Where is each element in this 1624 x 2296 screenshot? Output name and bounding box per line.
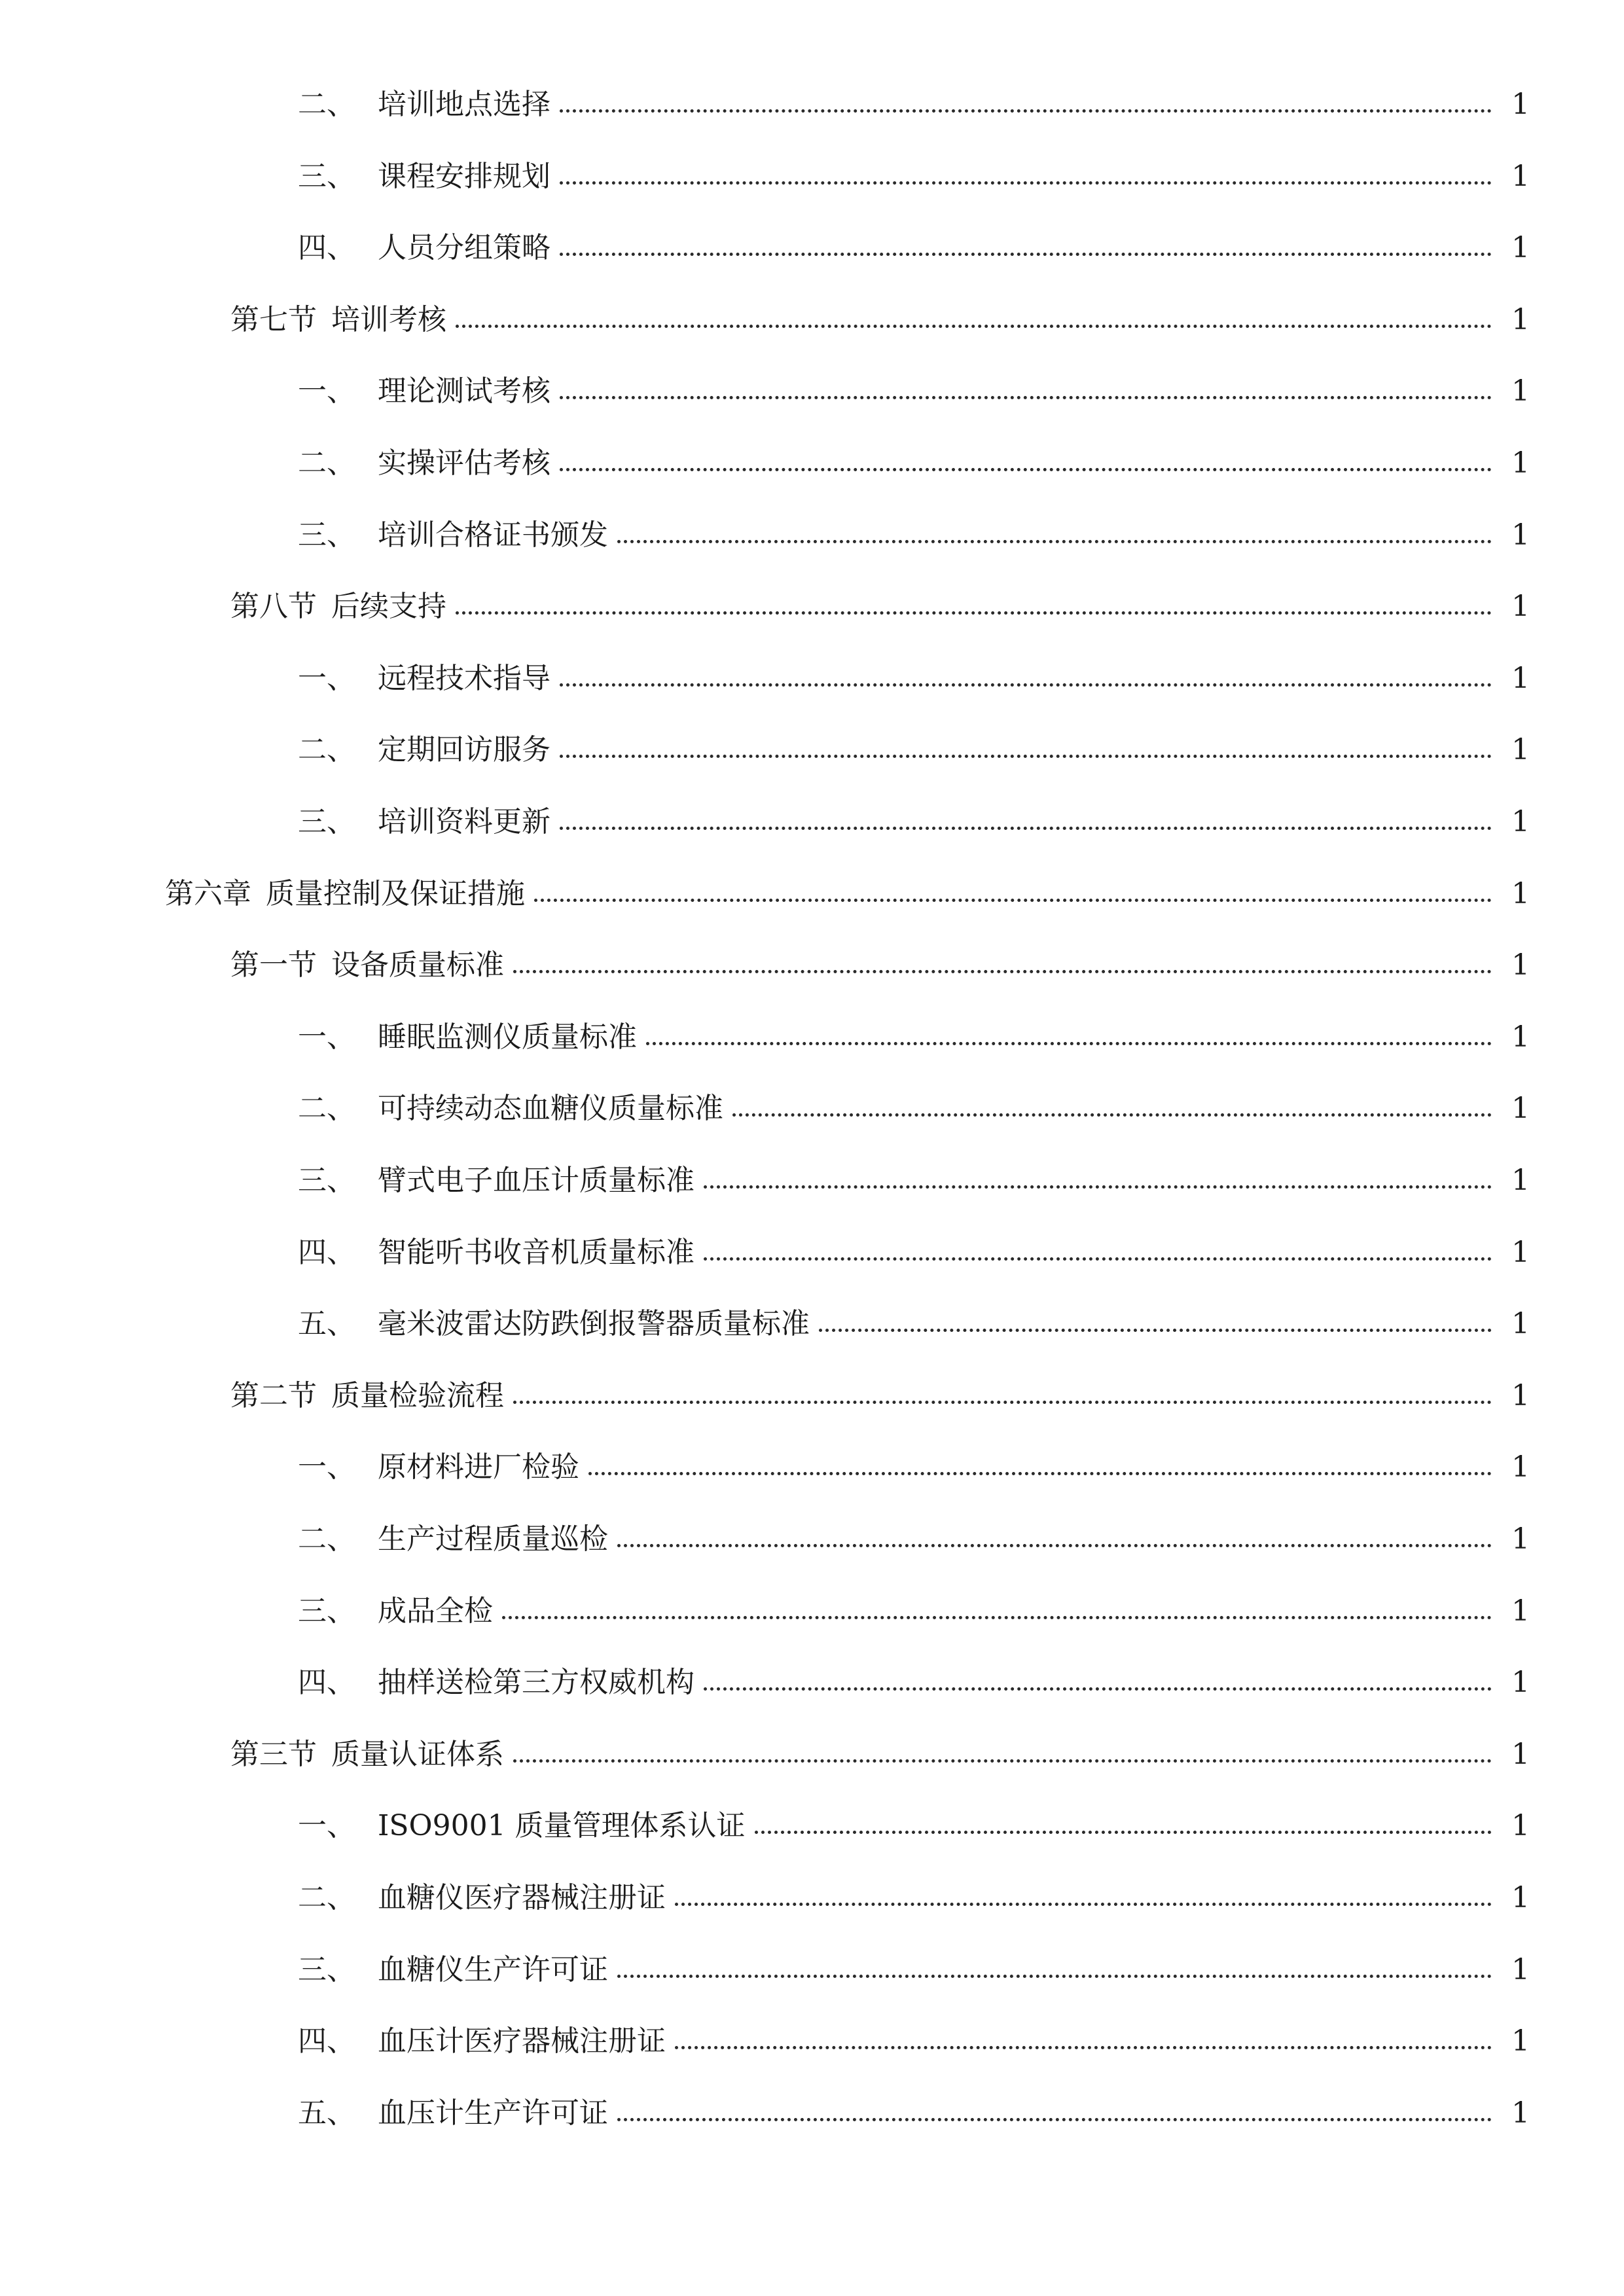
toc-entry-page-number: 1 — [1511, 1522, 1530, 1556]
dot-leader — [704, 1687, 1492, 1691]
toc-entry-number: 二、 — [298, 1092, 355, 1125]
toc-entry-page-number: 1 — [1511, 1379, 1530, 1412]
toc-entry-number: 三、 — [298, 805, 355, 838]
toc-entry[interactable] — [0, 360, 1624, 406]
toc-entry-title: 毫米波雷达防跌倒报警器质量标准 — [378, 1307, 810, 1340]
dot-leader — [560, 253, 1492, 256]
toc-entry-title: 血糖仪医疗器械注册证 — [378, 1881, 666, 1914]
dot-leader — [534, 899, 1492, 902]
toc-entry-title: 睡眠监测仪质量标准 — [378, 1020, 637, 1054]
dot-leader — [617, 540, 1492, 543]
toc-entry[interactable] — [0, 1939, 1624, 1984]
toc-entry-page-number: 1 — [1511, 1881, 1530, 1914]
dot-leader — [704, 1257, 1492, 1261]
toc-entry-title: 质量控制及保证措施 — [266, 877, 525, 910]
dot-leader — [560, 683, 1492, 687]
toc-entry-title: 理论测试考核 — [378, 374, 550, 408]
toc-entry-page-number: 1 — [1511, 446, 1530, 480]
dot-leader — [704, 1185, 1492, 1189]
toc-entry-title: 定期回访服务 — [378, 733, 550, 766]
toc-entry-title: 后续支持 — [331, 590, 446, 623]
dot-leader — [588, 1472, 1492, 1475]
toc-entry-number: 第七节 — [230, 303, 317, 336]
toc-entry[interactable] — [0, 2010, 1624, 2056]
toc-entry-number: 一、 — [298, 1450, 355, 1484]
toc-entry[interactable] — [0, 1149, 1624, 1195]
toc-entry-number: 四、 — [298, 231, 355, 264]
toc-entry-title: 智能听书收音机质量标准 — [378, 1236, 695, 1269]
toc-entry[interactable] — [0, 217, 1624, 262]
toc-entry-page-number: 1 — [1511, 231, 1530, 264]
toc-entry[interactable] — [0, 934, 1624, 980]
toc-entry-page-number: 1 — [1511, 590, 1530, 623]
toc-entry[interactable] — [0, 2082, 1624, 2128]
toc-entry[interactable] — [0, 1723, 1624, 1769]
toc-entry-number: 第一节 — [230, 948, 317, 982]
toc-entry-page-number: 1 — [1511, 1738, 1530, 1771]
toc-entry-number: 一、 — [298, 1809, 355, 1842]
toc-entry[interactable] — [0, 1221, 1624, 1267]
toc-entry[interactable] — [0, 863, 1624, 908]
toc-entry[interactable] — [0, 1293, 1624, 1338]
toc-entry-title: 远程技术指导 — [378, 662, 550, 695]
toc-entry-title: 培训资料更新 — [378, 805, 550, 838]
toc-entry-title: 血压计生产许可证 — [378, 2096, 608, 2130]
toc-entry-title: 成品全检 — [378, 1594, 493, 1628]
toc-entry-page-number: 1 — [1511, 1666, 1530, 1699]
dot-leader — [513, 1759, 1492, 1763]
toc-entry[interactable] — [0, 719, 1624, 764]
toc-entry-title: 人员分组策略 — [378, 231, 550, 264]
toc-entry-page-number: 1 — [1511, 88, 1530, 121]
dot-leader — [819, 1329, 1492, 1332]
toc-entry-number: 一、 — [298, 1020, 355, 1054]
toc-entry-title: 质量检验流程 — [331, 1379, 504, 1412]
toc-entry-page-number: 1 — [1511, 805, 1530, 838]
toc-entry[interactable] — [0, 1436, 1624, 1482]
toc-entry-number: 三、 — [298, 518, 355, 552]
toc-entry-page-number: 1 — [1511, 1809, 1530, 1842]
dot-leader — [675, 1903, 1492, 1906]
toc-entry-page-number: 1 — [1511, 1020, 1530, 1054]
dot-leader — [560, 755, 1492, 758]
toc-entry-title: 设备质量标准 — [331, 948, 504, 982]
toc-entry-number: 三、 — [298, 1594, 355, 1628]
toc-entry[interactable] — [0, 1795, 1624, 1840]
toc-entry[interactable] — [0, 1867, 1624, 1912]
toc-entry-page-number: 1 — [1511, 1953, 1530, 1986]
toc-entry-page-number: 1 — [1511, 374, 1530, 408]
toc-entry-page-number: 1 — [1511, 2024, 1530, 2058]
toc-entry-number: 三、 — [298, 1164, 355, 1197]
toc-entry-page-number: 1 — [1511, 518, 1530, 552]
toc-entry-title: 臂式电子血压计质量标准 — [378, 1164, 695, 1197]
toc-entry-title: 培训考核 — [331, 303, 446, 336]
dot-leader — [755, 1831, 1492, 1834]
toc-entry-number: 一、 — [298, 374, 355, 408]
dot-leader — [560, 109, 1492, 113]
toc-entry-page-number: 1 — [1511, 1092, 1530, 1125]
toc-entry-page-number: 1 — [1511, 948, 1530, 982]
toc-entry-title: 血糖仪生产许可证 — [378, 1953, 608, 1986]
toc-entry-title: 培训合格证书颁发 — [378, 518, 608, 552]
toc-entry[interactable] — [0, 1365, 1624, 1410]
toc-entry-page-number: 1 — [1511, 1236, 1530, 1269]
toc-entry-number: 二、 — [298, 446, 355, 480]
dot-leader — [617, 2118, 1492, 2121]
toc-entry-page-number: 1 — [1511, 662, 1530, 695]
toc-entry-page-number: 1 — [1511, 1594, 1530, 1628]
toc-entry[interactable] — [0, 647, 1624, 693]
toc-entry-page-number: 1 — [1511, 877, 1530, 910]
dot-leader — [732, 1113, 1492, 1117]
toc-entry-number: 二、 — [298, 1522, 355, 1556]
toc-entry[interactable] — [0, 1651, 1624, 1697]
toc-entry-title: 培训地点选择 — [378, 88, 550, 121]
toc-entry-number: 一、 — [298, 662, 355, 695]
toc-entry[interactable] — [0, 1580, 1624, 1626]
toc-entry-title: 可持续动态血糖仪质量标准 — [378, 1092, 723, 1125]
toc-entry-number: 二、 — [298, 1881, 355, 1914]
toc-entry-title: 血压计医疗器械注册证 — [378, 2024, 666, 2058]
toc-entry-number: 三、 — [298, 160, 355, 193]
toc-entry-number: 第八节 — [230, 590, 317, 623]
toc-entry-page-number: 1 — [1511, 1450, 1530, 1484]
dot-leader — [502, 1616, 1492, 1619]
toc-entry-page-number: 1 — [1511, 1164, 1530, 1197]
toc-entry-number: 第三节 — [230, 1738, 317, 1771]
toc-entry-number: 四、 — [298, 2024, 355, 2058]
toc-entry-page-number: 1 — [1511, 1307, 1530, 1340]
toc-entry[interactable] — [0, 432, 1624, 478]
dot-leader — [456, 325, 1492, 328]
toc-entry-number: 二、 — [298, 733, 355, 766]
toc-entry[interactable] — [0, 289, 1624, 334]
toc-entry-number: 第六章 — [165, 877, 251, 910]
toc-entry[interactable] — [0, 575, 1624, 621]
dot-leader — [560, 396, 1492, 399]
dot-leader — [560, 181, 1492, 185]
dot-leader — [513, 970, 1492, 973]
dot-leader — [560, 827, 1492, 830]
toc-entry-title: 课程安排规划 — [378, 160, 550, 193]
toc-entry-page-number: 1 — [1511, 160, 1530, 193]
toc-entry-number: 二、 — [298, 88, 355, 121]
dot-leader — [560, 468, 1492, 471]
toc-entry-number: 四、 — [298, 1236, 355, 1269]
toc-entry[interactable] — [0, 791, 1624, 836]
toc-entry-title: 原材料进厂检验 — [378, 1450, 579, 1484]
toc-entry-page-number: 1 — [1511, 733, 1530, 766]
toc-entry[interactable] — [0, 1508, 1624, 1554]
toc-entry-number: 四、 — [298, 1666, 355, 1699]
toc-entry-title: 实操评估考核 — [378, 446, 550, 480]
dot-leader — [513, 1401, 1492, 1404]
toc-entry-title: 抽样送检第三方权威机构 — [378, 1666, 695, 1699]
toc-entry-page-number: 1 — [1511, 2096, 1530, 2130]
toc-entry[interactable] — [0, 145, 1624, 191]
dot-leader — [646, 1042, 1492, 1045]
dot-leader — [617, 1975, 1492, 1978]
toc-entry-title: 生产过程质量巡检 — [378, 1522, 608, 1556]
toc-entry-title: 质量认证体系 — [331, 1738, 504, 1771]
toc-entry[interactable] — [0, 73, 1624, 119]
dot-leader — [617, 1544, 1492, 1547]
dot-leader — [456, 611, 1492, 615]
toc-entry-title: ISO9001 质量管理体系认证 — [378, 1809, 746, 1842]
toc-entry-number: 三、 — [298, 1953, 355, 1986]
dot-leader — [675, 2046, 1492, 2049]
toc-entry-number: 第二节 — [230, 1379, 317, 1412]
toc-entry[interactable] — [0, 1006, 1624, 1052]
toc-entry-number: 五、 — [298, 2096, 355, 2130]
toc-entry-page-number: 1 — [1511, 303, 1530, 336]
toc-entry[interactable] — [0, 504, 1624, 550]
toc-entry[interactable] — [0, 1077, 1624, 1123]
toc-entry-number: 五、 — [298, 1307, 355, 1340]
